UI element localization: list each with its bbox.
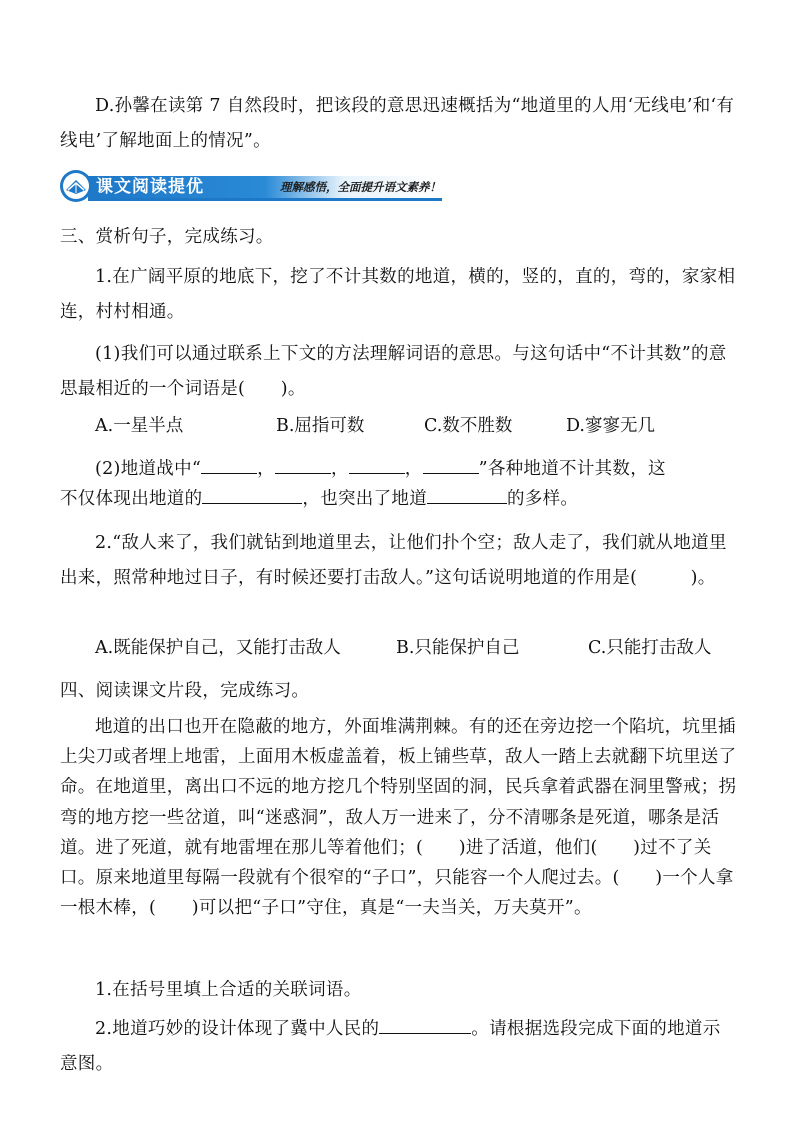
q1-sub1: (1)我们可以通过联系上下文的方法理解词语的意思。与这句话中“不计其数”的意思最相近的一个词语是( )。 [60,344,727,399]
banner-underline [88,198,442,201]
sub1-option-d: D.寥寥无几 [566,416,655,436]
sub2-part3: 不仅体现出地道的 [60,489,203,509]
q2-part2: 。请根据选段完成下面的地道示意图。 [60,1019,721,1074]
section4-q1: 1.在括号里填上合适的关联词语。 [95,980,362,1000]
blank-separator: ， [404,459,423,479]
book-icon [58,168,94,204]
sub2-prefix: (2)地道战中“ [95,459,202,479]
q2-option-b: B.只能保护自己 [396,638,520,658]
q2-text: 2.“敌人来了，我们就钻到地道里去，让他们扑个空；敌人走了，我们就从地道里出来，照常种地过日子，有时候还要打击敌人。”这句话说明地道的作用是( )。 [60,533,727,588]
answer-blank[interactable] [349,455,405,474]
q1-sentence: 1.在广阔平原的地底下，挖了不计其数的地道，横的，竖的，直的，弯的，家家相连，村村相通。 [60,267,736,322]
blank-separator: ， [257,459,275,479]
section-banner [58,168,442,204]
banner-subtitle: 理解感悟，全面提升语文素养！ [280,180,441,194]
answer-blank[interactable] [275,455,331,474]
blank-separator: ， [330,459,349,479]
sub1-option-a: A.一星半点 [95,416,184,436]
sub2-part5: 的多样。 [507,489,579,509]
sub1-option-c: C.数不胜数 [424,416,513,436]
banner-title: 课文阅读提优 [96,177,204,197]
sub2-part4: ，也突出了地道 [302,489,428,509]
answer-blank[interactable] [379,1015,471,1034]
section4-heading: 四、阅读课文片段，完成练习。 [60,681,310,701]
sub1-option-b: B.屈指可数 [276,416,365,436]
answer-blank[interactable] [202,485,302,504]
reading-passage: 地道的出口也开在隐蔽的地方，外面堆满荆棘。有的还在旁边挖一个陷坑，坑里插上尖刀或者埋上地雷，上面用木板虚盖着，板上铺些草，敌人一踏上去就翻下坑里送了命。在地道里，离出口不远的地方挖几个特别坚固的洞，民兵拿着武器在洞里警戒；拐弯的地方挖一些岔道，叫“迷惑洞”，敌人万一进来了，分不清哪条是死道，哪条是活道。进了死道，就有地雷埋在那儿等着他们；( )进了活道，他们( )过不了关口。原来地道里每隔一段就有个很窄的“子口”，只能容一个人爬过去。( )一个人拿一根木棒，( )可以把“子口”守住，真是“一夫当关，万夫莫开”。 [60,717,737,919]
option-d-text: D.孙馨在读第 7 自然段时，把该段的意思迅速概括为“地道里的人用‘无线电’和‘有线电’了解地面上的情况”。 [60,96,735,151]
section4-q2 [60,1012,738,1082]
q1-sub2-line2 [60,484,578,514]
answer-blank[interactable] [427,485,507,504]
section3-heading: 三、赏析句子，完成练习。 [60,227,274,247]
q2-option-c: C.只能打击敌人 [588,638,712,658]
q1-sub2-line1 [95,454,666,484]
q2-part1: 2.地道巧妙的设计体现了冀中人民的 [95,1019,380,1039]
sub2-suffix: ”各种地道不计其数，这 [478,459,666,479]
q2-option-a: A.既能保护自己，又能打击敌人 [95,638,341,658]
answer-blank[interactable] [423,455,479,474]
answer-blank[interactable] [201,455,257,474]
